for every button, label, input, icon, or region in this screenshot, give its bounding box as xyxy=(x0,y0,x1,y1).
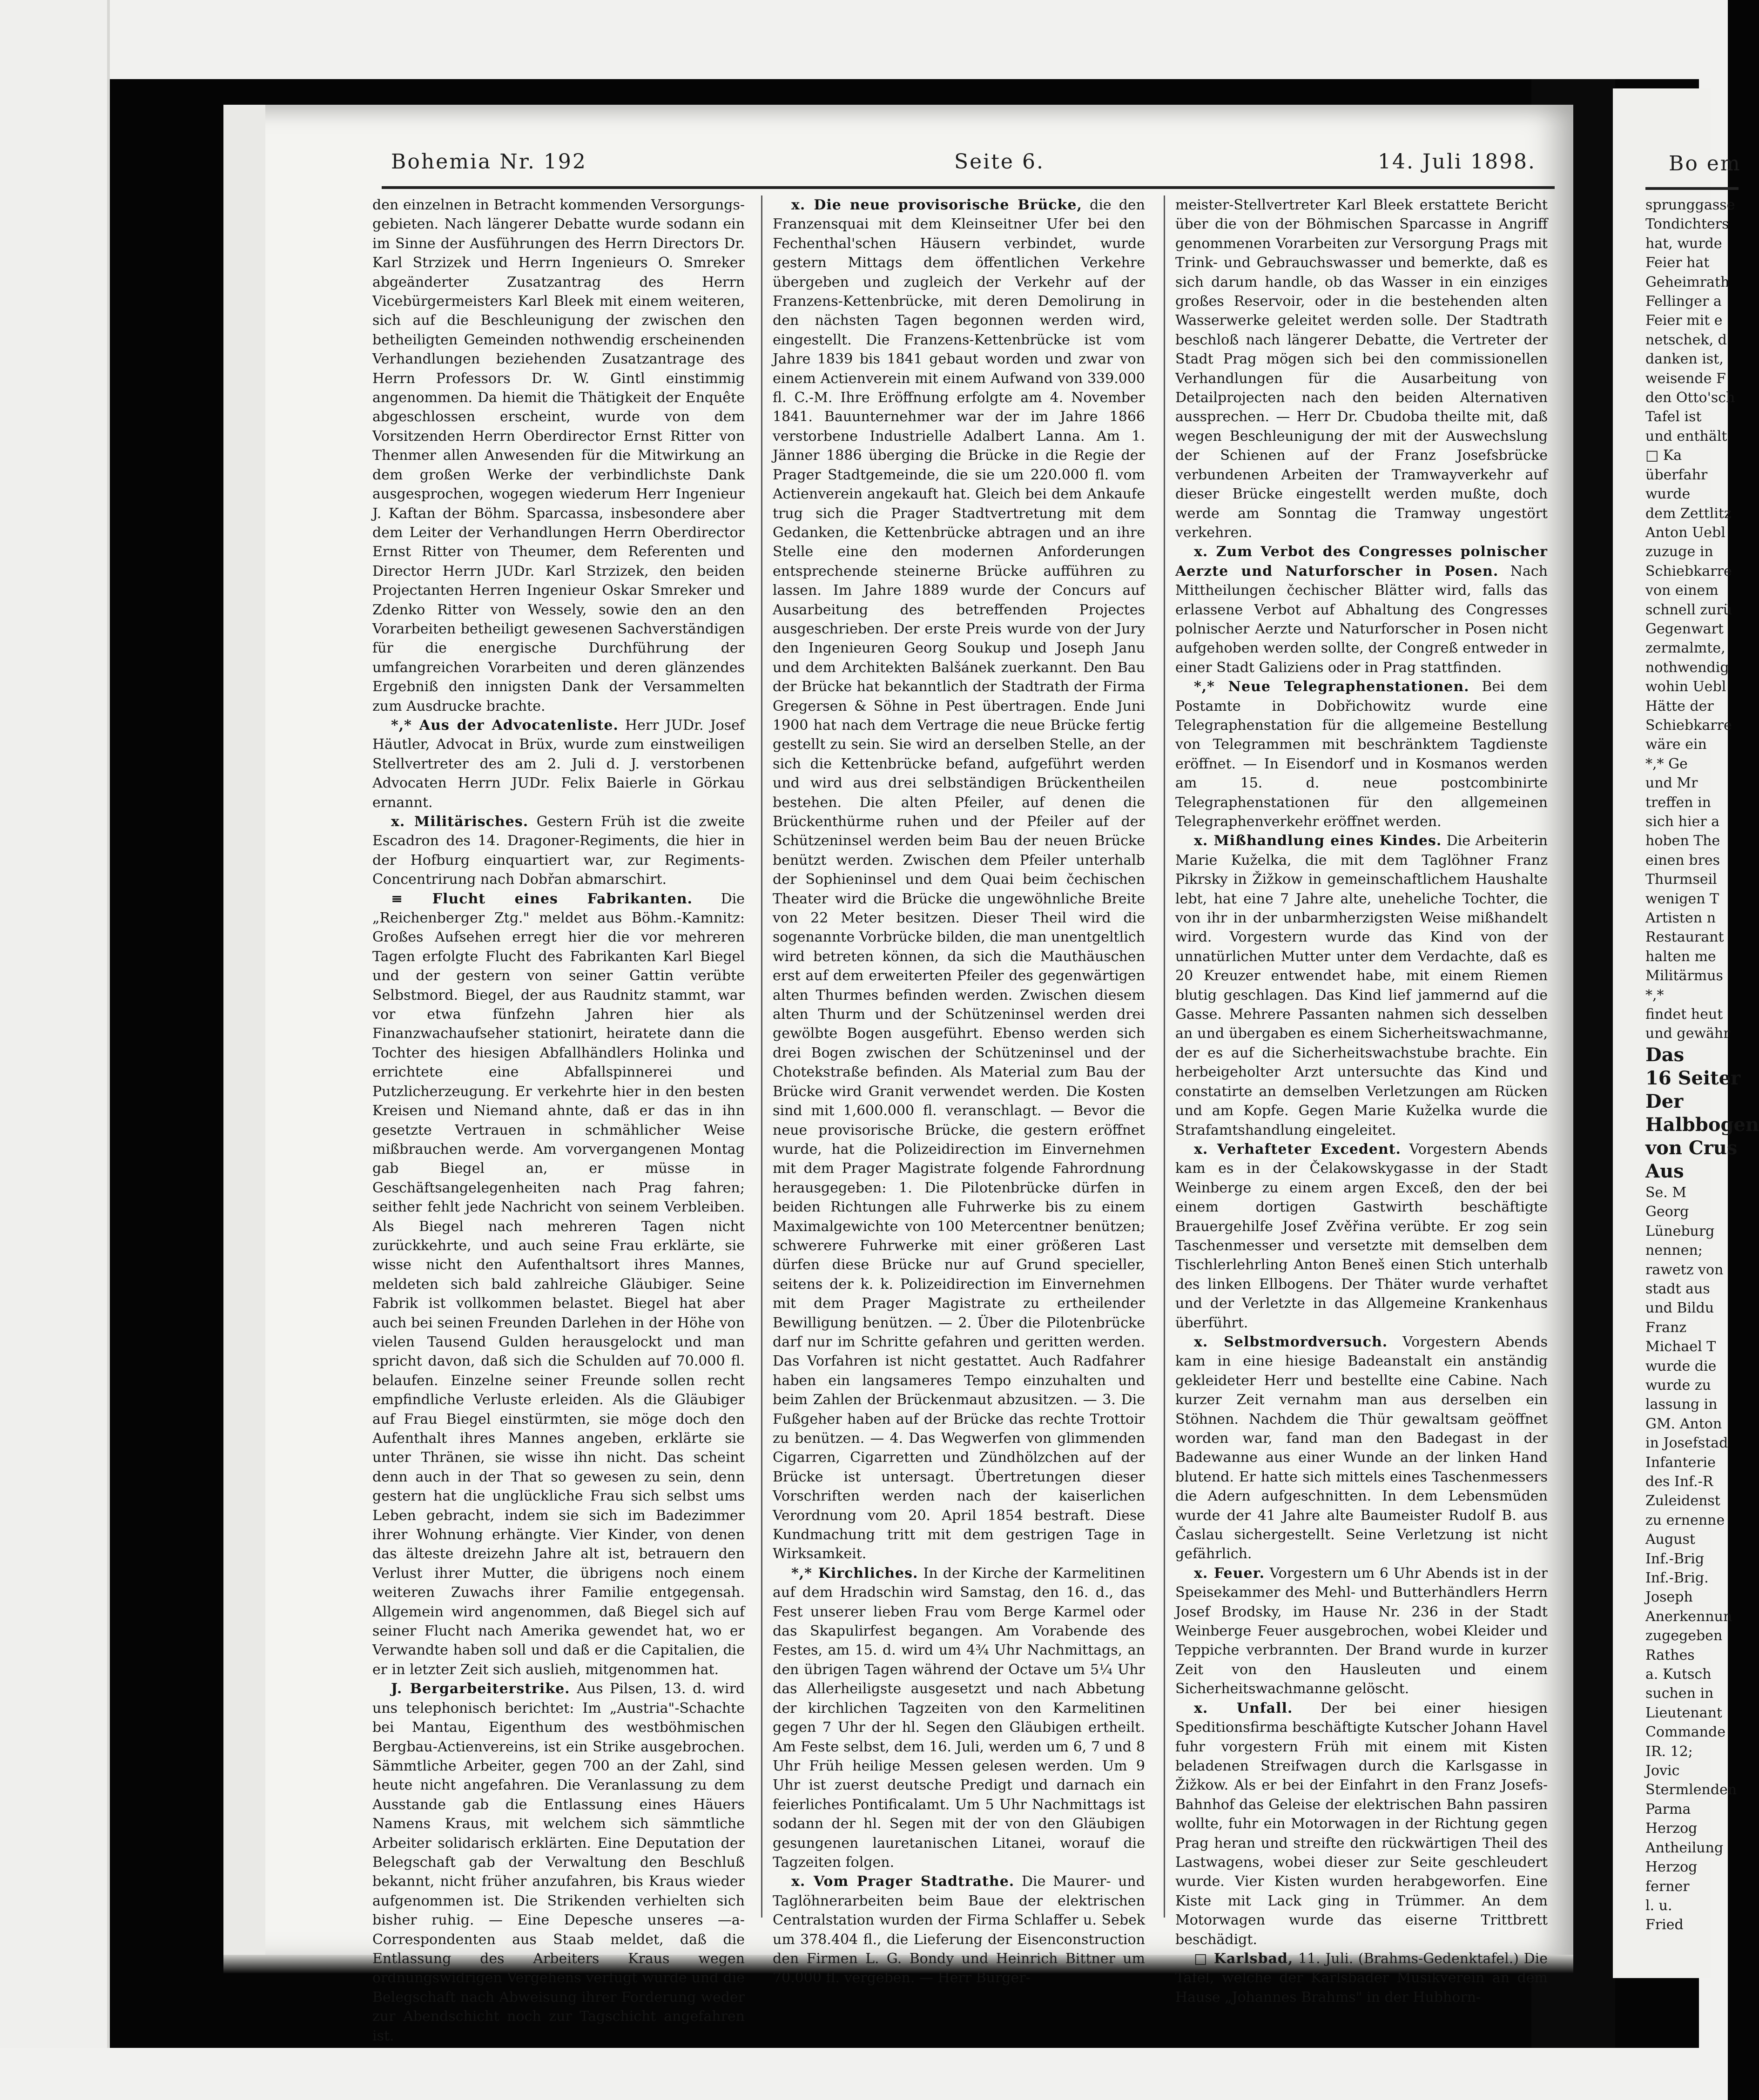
neighbour-text-line: l. u. xyxy=(1645,1897,1672,1914)
neighbour-text-line: von einem xyxy=(1645,582,1719,599)
neighbour-text-line: rawetz von xyxy=(1645,1261,1724,1278)
article-body: Vorgestern Abends kam in eine hiesige Badeanstalt ein anständig gekleideter Herr und bestellte eine Cabine. Nach kurzer Zeit vernahm man aus derselben ein Stöhnen. Nachdem die Thür gewaltsam geöffnet worden war, fand man den Badegast in der Badewanne aus einer Wunde an der linken Hand blutend. Er hatte sich mittels eines Taschenmessers die Adern aufgeschnitten. In dem Lebensmüden wurde der 41 Jahre alte Baumeister Rudolf B. aus Časlau sichergestellt. Seine Verletzung ist nicht gefährlich. xyxy=(1175,1333,1548,1562)
neighbour-text-line: Lüneburg xyxy=(1645,1223,1715,1239)
neighbour-text-line: Feier hat xyxy=(1645,255,1710,271)
masthead-rule xyxy=(382,186,1555,189)
neighbour-text-line: Lieutenant xyxy=(1645,1704,1722,1721)
neighbour-text-line: hoben The xyxy=(1645,833,1720,849)
neighbour-masthead-rule xyxy=(1645,187,1739,190)
article-body: Nach Mittheilungen čechischer Blätter wird, falls das erlassene Verbot auf Abhaltung des Congresses polnischer Aerzte und Naturforscher in Posen nicht aufgehoben werden sollte, der Congreß entweder in einer Stadt Galiziens oder in Prag stattfinden. xyxy=(1175,563,1548,676)
neighbour-text-line: *,* Ge xyxy=(1645,755,1688,772)
neighbour-text-line: und Bildu xyxy=(1645,1300,1714,1317)
neighbour-text-line: Antheilung xyxy=(1645,1839,1724,1856)
article-heading: x. Militärisches. xyxy=(391,814,529,830)
article-paragraph xyxy=(1175,1333,1548,1564)
article-heading: x. Verhafteter Excedent. xyxy=(1194,1141,1401,1158)
neighbour-text-line: Halbbogen xyxy=(1645,1113,1759,1136)
masthead-date: 14. Juli 1898. xyxy=(1378,150,1537,174)
neighbour-text-line: Michael T xyxy=(1645,1339,1716,1355)
article-body: Die „Reichenberger Ztg." meldet aus Böhm.-Kamnitz: Großes Aufsehen erregt hier die vor mehreren Tagen erfolgte Flucht des Fabrikanten Karl Biegel und der gestern von seiner Gattin verübte Selbstmord. Biegel, der aus Raudnitz stammt, war vor etwa fünfzehn Jahren hier als Finanzwachaufseher stationirt, heiratete dann die Tochter des hiesigen Abfallhändlers Holinka und errichtete eine Abfallspinnerei und Putzlicherzeugung. Er verkehrte hier in den besten Kreisen und Niemand ahnte, daß er das in ihn gesetzte Vertrauen in schmählicher Weise mißbrauchen werde. Am vorvergangenen Montag gab Biegel an, er müsse in Geschäftsangelegenheiten nach Prag fahren; seither fehlt jede Nachricht von seinem Verbleiben. Als Biegel nach mehreren Tagen nicht zurückkehrte, und auch seine Frau erklärte, sie wisse nicht den Aufenthaltsort ihres Mannes, meldeten sich bald zahlreiche Gläubiger. Seine Fabrik ist vollkommen belastet. Biegel hat aber auch bei seinen Freunden Darlehen in der Höhe von vielen Tausend Gulden herausgelockt und man spricht davon, daß sich die Schulden auf 70.000 fl. belaufen. Einzelne seiner Freunde sollen recht empfindliche Verluste erleiden. Als die Gläubiger auf Frau Biegel einstürmten, sie möge doch den Aufenthalt ihres Mannes angeben, erklärte sie unter Thränen, sie wisse ihn nicht. Das scheint denn auch in der That so gewesen zu sein, denn gestern hat die unglückliche Frau sich selbst ums Leben gebracht, indem sie sich im Badezimmer ihrer Wohnung erhängte. Vier Kinder, von denen das älteste dreizehn Jahre alt ist, betrauern den Verlust ihrer Mutter, die übrigens noch einem weiteren Zuwachs ihrer Familie entgegensah. Allgemein wird angenommen, daß Biegel sich auf seiner Flucht nach Amerika gewendet hat, wo er Verwandte haben soll und daß er die Capitalien, die er in letzter Zeit sich auslieh, mitgenommen hat. xyxy=(372,890,745,1678)
neighbour-text-line: Fried xyxy=(1645,1917,1684,1933)
neighbour-text-line: *,* xyxy=(1645,987,1664,1003)
neighbour-text-line: Gegenwart xyxy=(1645,620,1724,637)
neighbour-text-line: Anerkennun xyxy=(1645,1608,1732,1625)
article-column-1 xyxy=(372,195,745,2044)
neighbour-text-line: August xyxy=(1645,1531,1695,1548)
neighbour-text-line: Franz xyxy=(1645,1319,1687,1336)
neighbour-text-line: Inf.-Brig xyxy=(1645,1550,1705,1567)
neighbour-text-line: Joseph xyxy=(1645,1589,1693,1606)
neighbour-text-line: suchen in xyxy=(1645,1685,1714,1702)
neighbour-text-line: Hätte der xyxy=(1645,698,1714,714)
neighbour-text-line: schnell zurü xyxy=(1645,601,1732,618)
neighbour-text-line: Geheimrath xyxy=(1645,274,1730,290)
neighbour-text-line: Der xyxy=(1645,1090,1684,1112)
neighbour-text-line: nothwendig xyxy=(1645,659,1729,676)
masthead-title: Bohemia Nr. 192 xyxy=(391,150,587,174)
article-paragraph xyxy=(372,1679,745,2046)
article-column-3 xyxy=(1175,195,1548,2006)
article-paragraph xyxy=(372,889,745,1680)
neighbour-text-line: Herzog xyxy=(1645,1820,1698,1837)
article-heading: x. Zum Verbot des Congresses polnischer Aerzte und Naturforscher in Posen. xyxy=(1175,544,1548,579)
neighbour-text-line: Rathes xyxy=(1645,1647,1695,1663)
neighbour-text-line: zu ernenne xyxy=(1645,1512,1725,1528)
neighbour-text-line: Schiebkarre xyxy=(1645,717,1732,734)
neighbour-text-line: den Otto'sch xyxy=(1645,390,1735,406)
page-left-margin xyxy=(223,105,265,1962)
column-divider-2 xyxy=(1164,195,1165,1918)
article-heading: *,* Aus der Advocatenliste. xyxy=(391,717,619,734)
article-heading: x. Die neue provisorische Brücke, xyxy=(791,197,1082,213)
neighbour-text-line: Zuleidenst xyxy=(1645,1493,1720,1509)
article-heading: ≡ Flucht eines Fabrikanten. xyxy=(391,890,693,907)
article-heading: x. Vom Prager Stadtrathe. xyxy=(791,1873,1015,1890)
neighbour-text-line: einen bres xyxy=(1645,852,1720,868)
neighbour-text-line: Aus xyxy=(1645,1160,1684,1182)
neighbour-text-line: Militärmus xyxy=(1645,968,1723,984)
neighbour-text-line: nennen; xyxy=(1645,1242,1703,1259)
neighbour-text-line: Artisten n xyxy=(1645,910,1716,927)
article-body: Die Maurer- und Taglöhnerarbeiten beim Baue der elektrischen Centralstation wurden der Firma Schlaffer u. Sebek um 378.404 fl., die Lieferung der Eisenconstruction den Firmen L. G. Bondy und Heinrich Bittner um 70.000 fl. vergeben. — Herr Bürger- xyxy=(773,1873,1145,1986)
article-heading: *,* Kirchliches. xyxy=(791,1565,918,1582)
article-body: In der Kirche der Karmelitinen auf dem Hradschin wird Samstag, den 16. d., das Fest unserer lieben Frau vom Berge Karmel oder das Skapulirfest begangen. Am Vorabende des Festes, am 15. d. wird um 4¾ Uhr Nachmittags, an den übrigen Tagen während der Octave um 5¼ Uhr das Allerheiligste ausgesetzt und nach Abbetung der kirchlichen Tagzeiten von den Karmelitinen gegen 7 Uhr der hl. Segen den Gläubigen ertheilt. Am Feste selbst, dem 16. Juli, werden um 6, 7 und 8 Uhr Früh heilige Messen gelesen werden. Um 9 Uhr ist zuerst deutsche Predigt und darnach ein feierliches Pontificalamt. Um 5 Uhr Nachmittags ist sodann der hl. Segen mit der von den Gläubigen gesungenen lauretanischen Litanei, worauf die Tagzeiten folgen. xyxy=(773,1565,1145,1871)
neighbour-page xyxy=(1613,88,1759,1978)
article-paragraph xyxy=(1175,831,1548,1140)
neighbour-text-line: lassung in xyxy=(1645,1396,1718,1413)
article-heading: x. Selbstmordversuch. xyxy=(1194,1333,1388,1350)
neighbour-text-line: wurde xyxy=(1645,486,1691,503)
neighbour-text-line: Jovic xyxy=(1645,1763,1680,1779)
neighbour-text-line: GM. Anton xyxy=(1645,1415,1722,1432)
neighbour-text-line: Herzog xyxy=(1645,1859,1698,1876)
neighbour-text-line: sprunggasse xyxy=(1645,197,1735,213)
article-heading: *,* Neue Telegraphenstationen. xyxy=(1194,679,1469,695)
neighbour-text-line: zugegeben xyxy=(1645,1628,1723,1644)
article-body: Bei dem Postamte in Dobřichowitz wurde eine Telegraphenstation für die allgemeine Bestellung von Telegrammen mit beschränktem Tagdienste eröffnet. — In Eisendorf und in Kosmanos werden am 15. d. neue postcombinirte Telegraphenstationen für den allgemeinen Telegraphenverkehr eröffnet werden. xyxy=(1175,679,1548,830)
article-paragraph xyxy=(773,195,1145,1564)
neighbour-text-line: und gewähr xyxy=(1645,1025,1730,1042)
neighbour-text-line: Georg xyxy=(1645,1204,1689,1220)
neighbour-text-lines xyxy=(1645,195,1759,1935)
neighbour-masthead: Bo em xyxy=(1669,152,1741,175)
scan-frame-bottom xyxy=(0,2048,1728,2100)
neighbour-text-line: Fellinger a xyxy=(1645,293,1722,310)
neighbour-text-line: 16 Seiter xyxy=(1645,1067,1741,1089)
neighbour-text-line: wenigen T xyxy=(1645,890,1719,907)
article-column-2 xyxy=(773,195,1145,1986)
article-body: Der bei einer hiesigen Speditionsfirma beschäftigte Kutscher Johann Havel fuhr vorgestern Früh mit einem mit Kisten beladenen Streifwagen durch die Karlsgasse in Žižkow. Als er bei der Einfahrt in den Franz Josefs-Bahnhof das Geleise der elektrischen Bahn passiren wollte, fuhr ein Motorwagen in der Richtung gegen Prag heran und streifte den rückwärtigen Theil des Lastwagens, wobei dieser zur Seite geschleudert wurde. Vier Kisten wurden herabgeworfen. Eine Kiste mit Lack ging in Trümmer. An dem Motorwagen wurde das eiserne Trittbrett beschädigt. xyxy=(1175,1700,1548,1948)
neighbour-text-line: sich hier a xyxy=(1645,814,1720,830)
neighbour-text-line: findet heut xyxy=(1645,1006,1723,1023)
article-heading: □ Karlsbad, xyxy=(1194,1950,1294,1967)
neighbour-text-line: weisende F xyxy=(1645,370,1726,387)
article-body: Vorgestern Abends kam es in der Čelakowskygasse in der Stadt Weinberge zu einem argen Exceß, den der bei einem dortigen Gastwirth beschäftigte Brauergehilfe Josef Zvěřina verübte. Er zog sein Taschenmesser und versetzte mit demselben dem Tischlerlehrling Anton Beneš einen Stich unterhalb des linken Ellbogens. Der Thäter wurde verhaftet und der Verletzte in das Allgemeine Krankenhaus überführt. xyxy=(1175,1141,1548,1331)
article-paragraph xyxy=(1175,1564,1548,1699)
article-body: 11. Juli. (Brahms-Gedenktafel.) Die Tafel, welche der Karlsbader Musikverein an dem Hause „Johannes Brahms" in der Hubhorn- xyxy=(1175,1950,1548,2006)
neighbour-text-line: Restaurant xyxy=(1645,929,1724,946)
neighbour-text-line: Inf.-Brig. xyxy=(1645,1570,1709,1586)
article-paragraph xyxy=(1175,542,1548,677)
neighbour-text-line: halten me xyxy=(1645,948,1716,965)
neighbour-text-line: hat, wurde xyxy=(1645,235,1722,252)
neighbour-text-line: zuzuge in xyxy=(1645,544,1713,560)
neighbour-text-line: wurde zu xyxy=(1645,1377,1711,1393)
article-body: Die Arbeiterin Marie Kuželka, die mit dem Taglöhner Franz Pikrsky in Žižkow in gemeinschaftlichem Haushalte lebt, hat eine 7 Jahre alte, uneheliche Tochter, die von ihr in der unbarmherzigsten Weise mißhandelt wird. Vorgestern wurde das Kind von der unnatürlichen Mutter unter dem Verdachte, daß es 20 Kreuzer entwendet habe, mit einem Riemen blutig geschlagen. Das Kind lief jammernd auf die Gasse. Mehrere Passanten nahmen sich desselben an und übergaben es einem Sicherheitswachmanne, der es auf die Sicherheitswachstube brachte. Ein herbeigeholter Arzt untersuchte das Kind und constatirte an demselben Verletzungen am Rücken und am Kopfe. Gegen Marie Kuželka wurde die Strafamtshandlung eingeleitet. xyxy=(1175,833,1548,1138)
neighbour-text-line: des Inf.-R xyxy=(1645,1473,1713,1490)
column-divider-1 xyxy=(761,195,762,1918)
neighbour-text-line: wurde die xyxy=(1645,1358,1717,1374)
article-heading: x. Mißhandlung eines Kindes. xyxy=(1194,833,1442,849)
neighbour-text-line: netschek, d xyxy=(1645,331,1727,348)
neighbour-text-line: und Mr xyxy=(1645,775,1698,792)
neighbour-text-line: Tondichters xyxy=(1645,216,1729,233)
neighbour-text-line: Anton Uebl xyxy=(1645,524,1725,541)
article-heading: x. Unfall. xyxy=(1194,1700,1293,1716)
neighbour-text-line: Schiebkarre xyxy=(1645,563,1732,579)
neighbour-text-line: treffen in xyxy=(1645,794,1711,811)
article-heading: J. Bergarbeiterstrike. xyxy=(391,1681,570,1697)
neighbour-text-line: Infanterie xyxy=(1645,1454,1716,1471)
neighbour-text-line: und enthält xyxy=(1645,428,1727,444)
neighbour-text-line: in Josefstad xyxy=(1645,1435,1728,1452)
article-body: die den Franzensquai mit dem Kleinseitner Ufer bei den Fechenthal'schen Häusern verbindet, wurde gestern Mittags dem öffentlichen Verkehre übergeben und zugleich der Verkehr auf der Franzens-Kettenbrücke, mit deren Demolirung in den nächsten Tagen begonnen werden wird, eingestellt. Die Franzens-Kettenbrücke ist vom Jahre 1839 bis 1841 gebaut worden und zwar von einem Actienverein mit einem Aufwand von 339.000 fl. C.-M. Ihre Eröffnung erfolgte am 4. November 1841. Bauunternehmer war der im Jahre 1866 verstorbene Industrielle Adalbert Lanna. Am 1. Jänner 1886 überging die Brücke in die Regie der Prager Stadtgemeinde, die sie um 220.000 fl. vom Actienverein angekauft hat. Gleich bei dem Ankaufe trug sich die Prager Stadtvertretung mit dem Gedanken, die Kettenbrücke abtragen und an ihre Stelle eine den modernen Anforderungen entsprechende steinerne Brücke aufführen zu lassen. Im Jahre 1889 wurde der Concurs auf Ausarbeitung des betreffenden Projectes ausgeschrieben. Der erste Preis wurde von der Jury den Ingenieuren Georg Soukup und Joseph Janu und dem Architekten Balšánek zuerkannt. Den Bau der Brücke hat bekanntlich der Stadtrath der Firma Gregersen & Söhne in Pest übertragen. Ende Juni 1900 hat nach dem Vertrage die neue Brücke fertig gestellt zu sein. Sie wird an derselben Stelle, an der sich die Kettenbrücke befand, aufgeführt werden und wird aus drei selbständigen Brückentheilen bestehen. Die alten Pfeiler, auf denen die Brückenthürme ruhen und der Pfeiler auf der Schützeninsel werden beim Bau der neuen Brücke benützt werden. Zwischen dem Pfeiler unterhalb der Sophieninsel und dem Quai beim čechischen Theater wird die Brücke die ungewöhnliche Breite von 22 Meter besitzen. Dieser Theil wird die sogenannte Vorbrücke bilden, die man unentgeltlich wird betreten können, da sich die Mauthäuschen erst auf dem erweiterten Pfeiler des gegenwärtigen alten Thurmes befinden werden. Zwischen diesem alten Thurm und der Schützeninsel werden drei gewölbte Bogen ausgeführt. Ebenso werden sich drei Bogen zwischen der Schützeninsel und der Chotekstraße befinden. Als Material zum Bau der Brücke wird Granit verwendet werden. Die Kosten sind mit 1,600.000 fl. veranschlagt. — Bevor die neue provisorische Brücke, die gestern eröffnet wurde, hat die Polizeidirection im Einvernehmen mit dem Prager Magistrate folgende Fahrordnung herausgegeben: 1. Die Pilotenbrücke dürfen in beiden Richtungen alle Fuhrwerke bis zu einem Maximalgewichte von 100 Metercentner benützen; schwerere Fuhrwerke mit einer größeren Last dürfen diese Brücke nur auf Grund specieller, seitens der k. k. Polizeidirection im Einvernehmen mit dem Prager Magistrate zu ertheilender Bewilligung benützen. — 2. Über die Pilotenbrücke darf nur im Schritte gefahren und geritten werden. Das Vorfahren ist nicht gestattet. Auch Radfahrer haben ein langsameres Tempo einzuhalten und beim Zahlen der Brückenmaut abzusitzen. — 3. Die Fußgeher haben auf der Brücke das rechte Trottoir zu benützen. — 4. Das Wegwerfen von glimmenden Cigarren, Cigarretten und Zündhölzchen auf der Brücke ist untersagt. Übertretungen dieser Vorschriften werden nach der kaiserlichen Verordnung vom 20. April 1854 bestraft. Diese Kundmachung tritt mit dem gestrigen Tage in Wirksamkeit. xyxy=(773,197,1145,1562)
masthead-page-number: Seite 6. xyxy=(954,150,1045,174)
neighbour-text-line: wohin Uebl xyxy=(1645,679,1726,695)
article-body: den einzelnen in Betracht kommenden Versorgungs-gebieten. Nach längerer Debatte wurde sodann ein im Sinne der Ausführungen des Herrn Directors Dr. Karl Strzizek und Herrn Ingenieurs O. Smreker abgeänderter Zusatzantrag des Herrn Vicebürgermeisters Karl Bleek mit einem weiteren, sich auf die Beschleunigung der zwischen den betheiligten Gemeinden nothwendig erscheinenden Verhandlungen beziehenden Zusatzantrage des Herrn Professors Dr. W. Gintl einstimmig angenommen. Da hiemit die Thätigkeit der Enquête abgeschlossen erscheint, wurde von dem Vorsitzenden Herrn Oberdirector Ernst Ritter von Thenmer allen Anwesenden für die Mitwirkung an dem großen Werke der verbindlichste Dank ausgesprochen, wogegen wiederum Herr Ingenieur J. Kaftan der Böhm. Sparcassa, insbesondere aber dem Leiter der Verhandlungen Herrn Oberdirector Ernst Ritter von Theumer, dem Referenten und Director Herrn JUDr. Karl Strzizek, den beiden Projectanten Herren Ingenieur Oskar Smreker und Zdenko Ritter von Wessely, sowie den an den Vorarbeiten betheiligt gewesenen Sachverständigen für die energische Durchführung der umfangreichen Vorarbeiten und deren glänzendes Ergebniß den innigsten Dank der Versammelten zum Ausdrucke brachte. xyxy=(372,197,745,714)
neighbour-text-line: Parma xyxy=(1645,1801,1691,1817)
article-paragraph xyxy=(372,812,745,889)
neighbour-text-line: Se. M xyxy=(1645,1184,1687,1201)
scan-frame-left xyxy=(0,0,109,2100)
article-paragraph xyxy=(773,1872,1145,1987)
scan-frame-left-edge xyxy=(107,0,110,2100)
article-paragraph xyxy=(773,1564,1145,1872)
neighbour-text-line: a. Kutsch xyxy=(1645,1666,1712,1683)
neighbour-text-line: Tafel ist xyxy=(1645,409,1702,425)
neighbour-text-line: wäre ein xyxy=(1645,736,1707,753)
article-paragraph xyxy=(372,716,745,812)
neighbour-text-line: dem Zettlitz xyxy=(1645,505,1732,522)
neighbour-text-line: Commande xyxy=(1645,1724,1726,1741)
article-paragraph xyxy=(372,195,745,716)
neighbour-text-line: IR. 12; xyxy=(1645,1743,1693,1760)
neighbour-text-line: Thurmseil xyxy=(1645,871,1717,888)
neighbour-text-line: Das xyxy=(1645,1043,1685,1066)
neighbour-text-line: Feier mit e xyxy=(1645,312,1723,329)
neighbour-text-line: stadt aus xyxy=(1645,1280,1710,1297)
article-body: Aus Pilsen, 13. d. wird uns telephonisch berichtet: Im „Austria"-Schachte bei Mantau, Eigenthum des westböhmischen Bergbau-Actienvereins, ist ein Strike ausgebrochen. Sämmtliche Arbeiter, gegen 700 an der Zahl, sind heute nicht angefahren. Die Veranlassung zu dem Ausstande gab die Entlassung eines Häuers Namens Kraus, mit welchem sich sämmtliche Arbeiter solidarisch erklärten. Eine Deputation der Belegschaft gab der Verwaltung den Beschluß bekannt, nicht früher anzufahren, bis Kraus wieder aufgenommen ist. Die Strikenden verhielten sich bisher ruhig. — Eine Depesche unseres —a-Correspondenten aus Staab meldet, daß die Entlassung des Arbeiters Kraus wegen ordnungswidrigen Vergehens verfügt wurde und die Belegschaft nach Abweisung ihrer Forderung weder zur Abendschicht noch zur Tagschicht angefahren ist. xyxy=(372,1681,745,2044)
article-paragraph xyxy=(1175,1699,1548,1949)
article-body: Gestern Früh ist die zweite Escadron des 14. Dragoner-Regiments, die hier in der Hofburg einquartiert war, zur Regiments-Concentrirung nach Dobřan abmarschirt. xyxy=(372,814,745,888)
neighbour-text-line: □ Ka xyxy=(1645,447,1682,464)
neighbour-text-line: zermalmte, xyxy=(1645,640,1725,657)
article-heading: x. Feuer. xyxy=(1194,1565,1265,1582)
article-body: Herr JUDr. Josef Häutler, Advocat in Brüx, wurde zum einstweiligen Stellvertreter des am 2. Juli d. J. verstorbenen Advocaten Herrn JUDr. Felix Baierle in Görkau ernannt. xyxy=(372,717,745,811)
article-paragraph xyxy=(1175,195,1548,542)
article-body: Vorgestern um 6 Uhr Abends ist in der Speisekammer des Mehl- und Butterhändlers Herrn Josef Brodsky, im Hause Nr. 236 in der Stadt Weinberge Feuer ausgebrochen, wobei Kleider und Teppiche verbrannten. Der Brand wurde in kurzer Zeit von den Hausleuten und einem Sicherheitswachmanne gelöscht. xyxy=(1175,1565,1548,1697)
article-paragraph xyxy=(1175,1949,1548,2007)
scan-frame-top xyxy=(0,0,1728,79)
article-paragraph xyxy=(1175,1140,1548,1333)
article-paragraph xyxy=(1175,677,1548,831)
neighbour-text-line: danken ist, xyxy=(1645,351,1724,368)
article-body: meister-Stellvertreter Karl Bleek erstattete Bericht über die von der Böhmischen Sparcasse in Angriff genommenen Vorarbeiten zur Versorgung Prags mit Trink- und Gebrauchswasser und bemerkte, daß es sich darum handle, ob das Wasser in ein einziges großes Reservoir, oder in die bestehenden alten Wasserwerke geleitet werden solle. Der Stadtrath beschloß nach längerer Debatte, die Vertreter der Stadt Prag mögen sich bei den commissionellen Verhandlungen für die Ausarbeitung von Detailprojecten nach den beiden Alternativen aussprechen. — Herr Dr. Cbudoba theilte mit, daß wegen Beschleunigung der mit der Auswechslung der Schienen auf der Franz Josefsbrücke verbundenen Arbeiten der Tramwayverkehr auf dieser Brücke eingestellt werden mußte, doch werde am Sonntag die Tramway ungestört verkehren. xyxy=(1175,197,1548,541)
neighbour-text-line: ferner xyxy=(1645,1878,1690,1895)
neighbour-text-line: überfahr xyxy=(1645,466,1708,483)
neighbour-text-line: Stermlenden xyxy=(1645,1782,1737,1798)
neighbour-text-line: von Crus xyxy=(1645,1137,1738,1159)
